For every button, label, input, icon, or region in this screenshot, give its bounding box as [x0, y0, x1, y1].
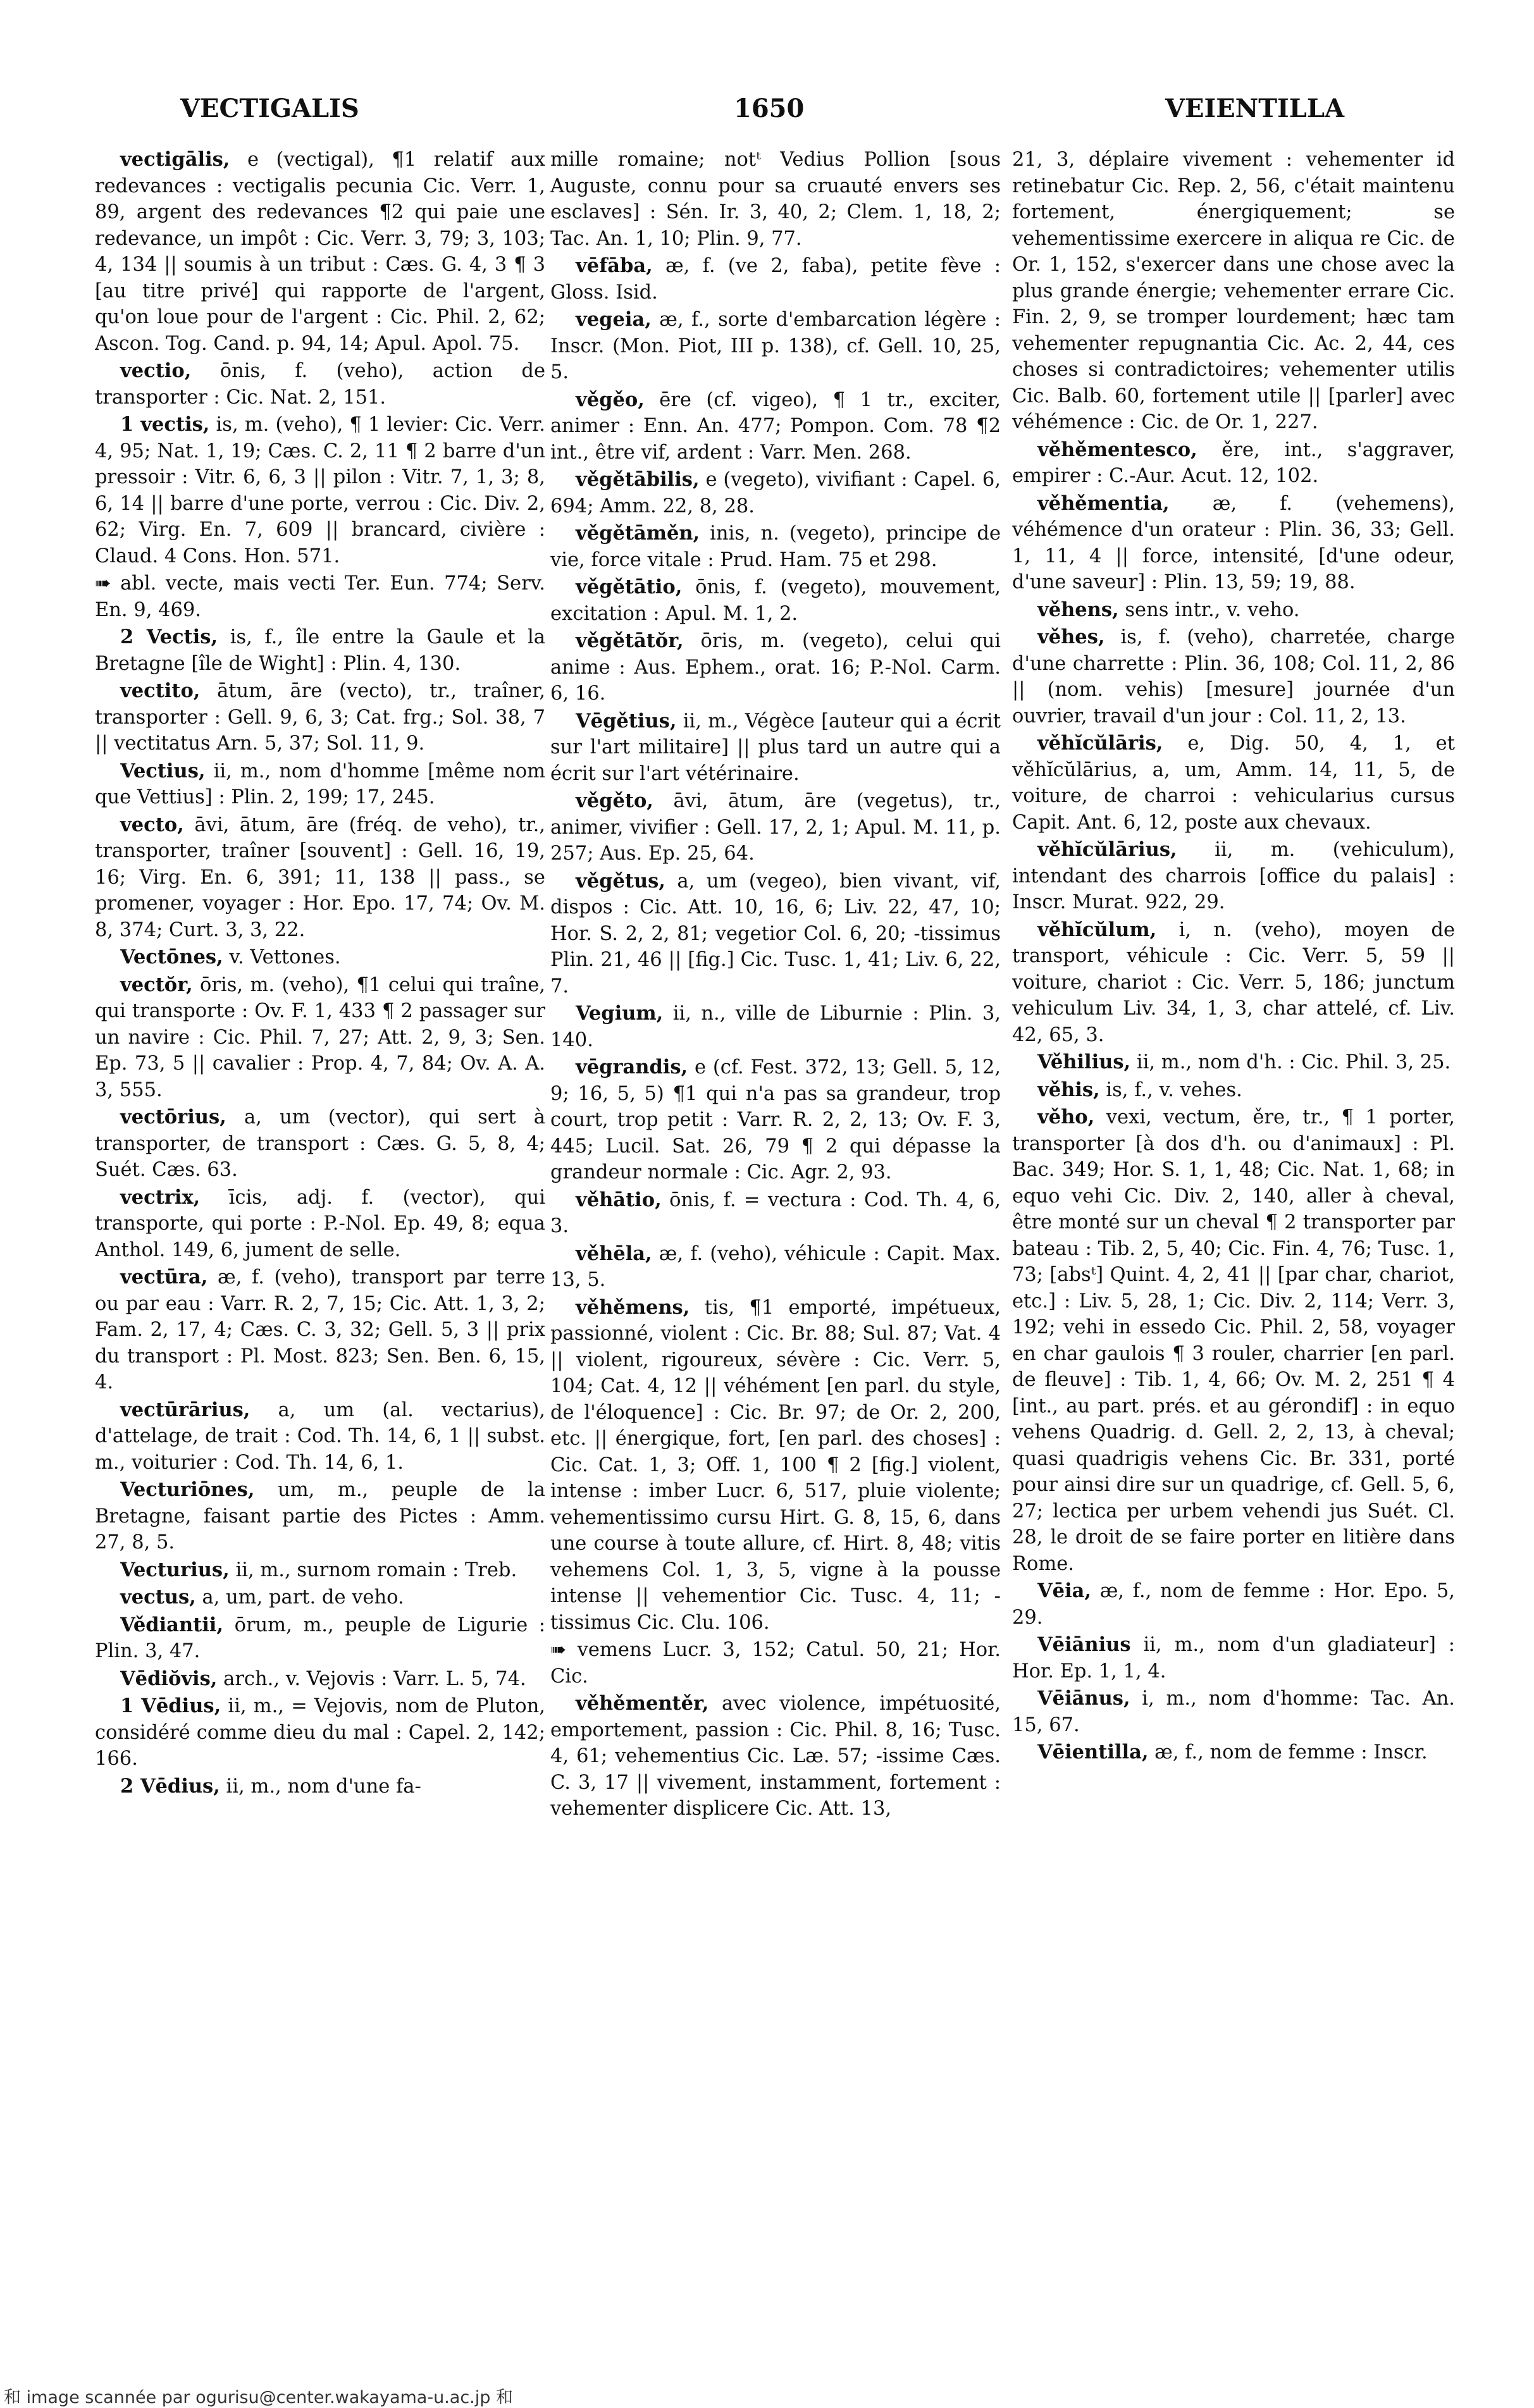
dictionary-entry	[95, 1774, 545, 1800]
entry-definition: ➠ vemens Lucr. 3, 152; Catul. 50, 21; Hor. Cic.	[550, 1639, 1001, 1688]
entry-headword: Vectōnes,	[120, 946, 223, 968]
entry-definition: a, um, part. de veho.	[202, 1586, 404, 1608]
entry-definition: ōnis, f. (veho), action de transporter : Cic. Nat. 2, 151.	[95, 360, 545, 409]
entry-headword: věhěmens,	[576, 1295, 690, 1319]
dictionary-entry	[550, 1187, 1001, 1240]
entry-definition: ii, m., surnom romain : Treb.	[235, 1559, 517, 1581]
entry-headword: věhĭcŭlāris,	[1037, 732, 1163, 755]
entry-headword: Vēiānius	[1037, 1633, 1131, 1656]
dictionary-entry	[95, 358, 545, 411]
entry-headword: Vectius,	[120, 759, 206, 782]
entry-definition: æ, f., nom de femme : Inscr.	[1154, 1741, 1428, 1763]
entry-headword: vectrix,	[120, 1185, 201, 1209]
entry-definition: is, f. (veho), charretée, charge d'une charrette : Plin. 36, 108; Col. 11, 2, 86 || (nom. vehis) [mesure] journée d'un ouvrier, travail d'un jour : Col. 11, 2, 13.	[1012, 626, 1455, 727]
dictionary-entry	[1012, 1632, 1455, 1684]
entry-headword: věhātio,	[576, 1188, 662, 1211]
dictionary-entry	[550, 788, 1001, 867]
entry-definition: e (vectigal), ¶1 relatif aux redevances : vectigalis pecunia Cic. Verr. 1, 89, argent des redevances ¶2 qui paie une redevance, un impôt : Cic. Verr. 3, 79; 3, 103; 4, 134 || soumis à un tribut : Cæs. G. 4, 3 ¶ 3 [au titre privé] qui rapporte de l'argent, qu'on loue pour de l'argent : Cic. Phil. 2, 62; Ascon. Tog. Cand. p. 94, 14; Apul. Apol. 75.	[95, 149, 545, 355]
dictionary-entry	[1012, 1077, 1455, 1104]
entry-headword: Vecturiōnes,	[120, 1478, 255, 1501]
entry-definition: a, um (vector), qui sert à transporter, de transport : Cæs. G. 5, 8, 4; Suét. Cæs. 63.	[95, 1106, 545, 1181]
dictionary-entry	[95, 758, 545, 811]
dictionary-entry	[1012, 491, 1455, 596]
dictionary-entry	[550, 1691, 1001, 1822]
dictionary-entry	[95, 944, 545, 971]
dictionary-entry	[1012, 1578, 1455, 1631]
dictionary-entry	[95, 1666, 545, 1693]
entry-headword: věgětātŏr,	[576, 629, 684, 652]
entry-headword: věho,	[1037, 1106, 1095, 1128]
entry-definition: a, um (al. vectarius), d'attelage, de trait : Cod. Th. 14, 6, 1 || subst. m., voiturier : Cod. Th. 14, 6, 1.	[95, 1398, 545, 1474]
entry-definition: ii, m., Végèce [auteur qui a écrit sur l'art militaire] || plus tard un autre qui a écrit sur l'art vétérinaire.	[550, 710, 1001, 785]
entry-headword: věhes,	[1037, 626, 1105, 648]
entry-definition: ii, m., nom d'homme [même nom que Vettius] : Plin. 2, 199; 17, 245.	[95, 760, 545, 808]
entry-definition: æ, f., nom de femme : Hor. Epo. 5, 29.	[1012, 1580, 1455, 1629]
dictionary-entry	[550, 574, 1001, 627]
entry-definition: mille romaine; notᵗ Vedius Pollion [sous Auguste, connu pour sa cruauté envers ses esclaves] : Sén. Ir. 3, 40, 2; Clem. 1, 18, 2; Tac. An. 1, 10; Plin. 9, 77.	[550, 149, 1001, 250]
entry-definition: tis, ¶1 emporté, impétueux, passionné, violent : Cic. Br. 88; Sul. 87; Vat. 4 || violent, rigoureux, sévère : Cic. Verr. 5, 104; Cat. 4, 12 || véhément [en parl. du style, de l'éloquence] : Cic. Br. 97; de Or. 2, 200, etc. || énergique, fort, [en parl. des choses] : Cic. Cat. 1, 3; Off. 1, 100 ¶ 2 [fig.] violent, intense : imber Lucr. 6, 517, pluie violente; vehementissimo cursu Hirt. G. 8, 15, 6, dans une course à toute allure, cf. Hirt. 8, 48; vitis vehemens Col. 1, 3, 5, vigne à la pousse intense || vehementior Cic. Tusc. 4, 11; -tissimus Cic. Clu. 106.	[550, 1296, 1001, 1634]
entry-definition: ➠ abl. vecte, mais vecti Ter. Eun. 774; Serv. En. 9, 469.	[95, 572, 545, 621]
entry-headword: věhĭcŭlārius,	[1037, 838, 1177, 861]
dictionary-entry	[550, 1295, 1001, 1636]
page-header	[0, 94, 1534, 132]
entry-headword: vēgrandis,	[576, 1056, 688, 1078]
entry-definition: e (cf. Fest. 372, 13; Gell. 5, 12, 9; 16, 5, 5) ¶1 qui n'a pas sa grandeur, trop court, trop petit : Varr. R. 2, 2, 13; Ov. F. 3, 445; Lucil. Sat. 26, 79 ¶ 2 qui dépasse la grandeur normale : Cic. Agr. 2, 93.	[550, 1056, 1001, 1183]
dictionary-entry	[95, 1185, 545, 1264]
entry-definition: æ, f. (veho), véhicule : Capit. Max. 13, 5.	[550, 1242, 1001, 1291]
entry-headword: vectus,	[120, 1586, 196, 1608]
entry-definition: vexi, vectum, ěre, tr., ¶ 1 porter, transporter [à dos d'h. ou d'animaux] : Pl. Bac. 349; Hor. S. 1, 1, 48; Cic. Nat. 1, 68; in equo vehi Cic. Div. 2, 140, aller à cheval, être monté sur un cheval ¶ 2 transporter par bateau : Tib. 2, 5, 40; Cic. Fin. 4, 76; Tusc. 1, 73; [absᵗ] Quint. 4, 2, 41 || [par char, chariot, etc.] : Liv. 5, 28, 1; Cic. Div. 2, 114; Verr. 3, 192; vehi in essedo Cic. Phil. 2, 58, voyager en char gaulois ¶ 3 rouler, charrier [en parl. de fleuve] : Tib. 1, 4, 66; Ov. M. 2, 251 ¶ 4 [int., au part. prés. et au gérondif] : in equo vehens Quadrig. d. Gell. 2, 2, 13, à cheval; quasi quadrigis vehens Cic. Br. 331, porté pour ainsi dire sur un quadrige, cf. Gell. 5, 6, 27; lectica per urbem vehendi jus Suét. Cl. 28, le droit de se faire porter en litière dans Rome.	[1012, 1106, 1455, 1575]
entry-definition: i, m., nom d'homme: Tac. An. 15, 67.	[1012, 1688, 1455, 1736]
entry-headword: věhěmentesco,	[1037, 438, 1197, 461]
dictionary-entry	[550, 628, 1001, 707]
entry-headword: věhis,	[1037, 1078, 1100, 1101]
entry-definition: æ, f., sorte d'embarcation légère : Inscr. (Mon. Piot, III p. 138), cf. Gell. 10, 25, 5.	[550, 309, 1001, 383]
dictionary-entry	[550, 1001, 1001, 1053]
entry-headword: vectōrius,	[120, 1106, 226, 1128]
dictionary-entry	[95, 624, 545, 677]
entry-definition: inis, n. (vegeto), principe de vie, force vitale : Prud. Ham. 75 et 298.	[550, 522, 1001, 571]
entry-headword: Vēgětius,	[576, 709, 677, 732]
entry-headword: věgěto,	[576, 789, 653, 812]
entry-headword: vectŏr,	[120, 973, 193, 996]
dictionary-entry	[550, 708, 1001, 787]
dictionary-entry	[1012, 437, 1455, 490]
entry-definition: ii, m., nom d'un gladiateur] : Hor. Ep. 1, 1, 4.	[1012, 1634, 1455, 1683]
entry-headword: 1 vectis,	[120, 413, 210, 436]
entry-headword: Vecturius,	[120, 1558, 230, 1581]
entry-definition: e, Dig. 50, 4, 1, et věhĭcŭlārius, a, um, Amm. 14, 11, 5, de voiture, de charroi : vehicularius cursus Capit. Ant. 6, 12, poste aux chevaux.	[1012, 732, 1455, 834]
entry-headword: věhěmentěr,	[576, 1692, 709, 1715]
entry-definition: āvi, ātum, āre (vegetus), tr., animer, vivifier : Gell. 17, 2, 1; Apul. M. 11, p. 257; Aus. Ep. 25, 64.	[550, 790, 1001, 865]
entry-definition: ōnis, f. = vectura : Cod. Th. 4, 6, 3.	[550, 1189, 1001, 1237]
dictionary-entry	[1012, 624, 1455, 729]
entry-definition: a, um (vegeo), bien vivant, vif, dispos : Cic. Att. 10, 16, 6; Liv. 22, 47, 10; Hor. S. 2, 2, 81; vegetior Col. 6, 20; -tissimus Plin. 21, 46 || [fig.] Cic. Tusc. 1, 41; Liv. 6, 22, 7.	[550, 870, 1001, 997]
entry-headword: vectūra,	[120, 1266, 208, 1288]
entry-definition: ōrum, m., peuple de Ligurie : Plin. 3, 47.	[95, 1614, 545, 1662]
dictionary-entry	[550, 1241, 1001, 1294]
entry-headword: věhěmentia,	[1037, 491, 1170, 515]
entry-headword: Vēia,	[1037, 1579, 1092, 1602]
entry-headword: 2 Vectis,	[120, 626, 218, 648]
dictionary-entry	[1012, 917, 1455, 1049]
entry-headword: vectigālis,	[120, 148, 230, 171]
entry-headword: 1 Vēdius,	[120, 1695, 221, 1717]
entry-definition: avec violence, impétuosité, emportement, passion : Cic. Phil. 8, 16; Tusc. 4, 61; vehementius Cic. Læ. 57; -issime Cæs. C. 3, 17 || vivement, instamment, fortement : vehementer displicere Cic. Att. 13,	[550, 1693, 1001, 1820]
entry-definition: e (vegeto), vivifiant : Capel. 6, 694; Amm. 22, 8, 28.	[550, 469, 1001, 517]
entry-definition: āvi, ātum, āre (fréq. de veho), tr., transporter, traîner [souvent] : Gell. 16, 19, 16; Virg. En. 6, 391; 11, 138 || pass., se promener, voyager : Hor. Epo. 17, 74; Ov. M. 8, 374; Curt. 3, 3, 22.	[95, 813, 545, 941]
dictionary-entry	[550, 1637, 1001, 1689]
entry-headword: věhēla,	[576, 1242, 652, 1265]
column-1	[95, 147, 545, 2323]
entry-definition: ōris, m. (vegeto), celui qui anime : Aus. Ephem., orat. 16; P.-Nol. Carm. 6, 16.	[550, 630, 1001, 705]
entry-headword: vectio,	[120, 359, 192, 382]
entry-definition: 21, 3, déplaire vivement : vehementer id retinebatur Cic. Rep. 2, 56, c'était maintenu fortement, énergiquement; se vehementissime exercere in aliqua re Cic. de Or. 1, 152, s'exercer dans une chose avec la plus grande énergie; vehementer errare Cic. Fin. 2, 9, se tromper lourdement; hæc tam vehementer repugnantia Cic. Ac. 2, 44, ces choses si contradictoires; vehementer utilis Cic. Balb. 60, fortement utile || [parler] avec véhémence : Cic. de Or. 1, 227.	[1012, 149, 1455, 433]
entry-headword: vectūrārius,	[120, 1398, 251, 1421]
dictionary-entry	[1012, 1049, 1455, 1076]
entry-headword: věgětus,	[576, 869, 665, 892]
entry-headword: 2 Vēdius,	[120, 1774, 220, 1798]
dictionary-entry	[550, 868, 1001, 1000]
entry-definition: īcis, adj. f. (vector), qui transporte, qui porte : P.-Nol. Ep. 49, 8; equa Anthol. 149, 6, jument de selle.	[95, 1186, 545, 1261]
entry-headword: vecto,	[120, 813, 184, 836]
entry-definition: ii, m., = Vejovis, nom de Pluton, considéré comme dieu du mal : Capel. 2, 142; 166.	[95, 1695, 545, 1770]
dictionary-entry	[95, 678, 545, 757]
dictionary-entry	[550, 387, 1001, 466]
entry-definition: sens intr., v. veho.	[1125, 598, 1300, 621]
entry-headword: Věhilius,	[1037, 1051, 1131, 1073]
dictionary-entry	[550, 307, 1001, 386]
entry-headword: věhens,	[1037, 598, 1119, 621]
entry-headword: Vēiānus,	[1037, 1687, 1130, 1710]
dictionary-entry	[95, 1104, 545, 1183]
entry-definition: ii, n., ville de Liburnie : Plin. 3, 140.	[550, 1003, 1001, 1051]
entry-definition: ěre, int., s'aggraver, empirer : C.-Aur. Acut. 12, 102.	[1012, 438, 1455, 487]
entry-headword: věhĭcŭlum,	[1037, 918, 1157, 941]
dictionary-entry	[1012, 731, 1455, 836]
entry-headword: vēfāba,	[576, 254, 653, 277]
dictionary-entry	[95, 147, 545, 357]
dictionary-entry	[1012, 1739, 1455, 1766]
dictionary-entry	[95, 1693, 545, 1772]
entry-headword: věgětātio,	[576, 576, 683, 598]
entry-definition: ii, m. (vehiculum), intendant des charrois [office du palais] : Inscr. Murat. 922, 29.	[1012, 839, 1455, 913]
entry-definition: æ, f. (veho), transport par terre ou par eau : Varr. R. 2, 7, 15; Cic. Att. 1, 3, 2; Fam. 2, 17, 4; Cæs. C. 3, 32; Gell. 5, 3 || prix du transport : Pl. Most. 823; Sen. Ben. 6, 15, 4.	[95, 1266, 545, 1393]
entry-definition: is, m. (veho), ¶ 1 levier: Cic. Verr. 4, 95; Nat. 1, 19; Cæs. C. 2, 11 ¶ 2 barre d'un pressoir : Vitr. 6, 6, 3 || pilon : Vitr. 7, 1, 3; 8, 6, 14 || barre d'une porte, verrou : Cic. Div. 2, 62; Virg. En. 7, 609 || brancard, civière : Claud. 4 Cons. Hon. 571.	[95, 414, 545, 567]
entry-definition: æ, f. (vehemens), véhémence d'un orateur : Plin. 36, 33; Gell. 1, 11, 4 || force, intensité, [d'une odeur, d'une saveur] : Plin. 13, 59; 19, 88.	[1012, 492, 1455, 593]
entry-headword: vegeia,	[576, 308, 652, 331]
entry-definition: ēre (cf. vigeo), ¶ 1 tr., exciter, animer : Enn. An. 477; Pompon. Com. 78 ¶2 int., être vif, ardent : Varr. Men. 268.	[550, 388, 1001, 464]
entry-headword: Vegium,	[576, 1002, 664, 1025]
scan-credit-text: 和 image scannée par ogurisu@center.wakayama-u.ac.jp 和	[4, 2388, 513, 2407]
entry-definition: i, n. (veho), moyen de transport, véhicule : Cic. Verr. 5, 59 || voiture, chariot : Cic. Verr. 5, 186; junctum vehiculum Liv. 34, 1, 3, char attelé, cf. Liv. 42, 65, 3.	[1012, 918, 1455, 1046]
dictionary-entry	[95, 1612, 545, 1665]
dictionary-entry	[1012, 147, 1455, 436]
column-3	[1012, 147, 1455, 2323]
header-left-headword: VECTIGALIS	[180, 94, 359, 123]
dictionary-entry	[1012, 597, 1455, 624]
dictionary-entry	[1012, 837, 1455, 916]
entry-definition: is, f., île entre la Gaule et la Bretagne [île de Wight] : Plin. 4, 130.	[95, 626, 545, 675]
entry-definition: ōnis, f. (vegeto), mouvement, excitation : Apul. M. 1, 2.	[550, 576, 1001, 625]
entry-headword: vectito,	[120, 679, 201, 702]
column-2	[550, 147, 1001, 2323]
entry-headword: Vēdiŏvis,	[120, 1667, 218, 1690]
dictionary-entry	[95, 1477, 545, 1556]
entry-definition: v. Vettones.	[229, 946, 341, 968]
dictionary-entry	[550, 1054, 1001, 1186]
dictionary-entry	[95, 1584, 545, 1611]
dictionary-entry	[550, 253, 1001, 306]
dictionary-entry	[1012, 1104, 1455, 1577]
dictionary-entry	[95, 412, 545, 569]
entry-definition: is, f., v. vehes.	[1106, 1078, 1242, 1101]
entry-definition: ātum, āre (vecto), tr., traîner, transporter : Gell. 9, 6, 3; Cat. frg.; Sol. 38, 7 || vectitatus Arn. 5, 37; Sol. 11, 9.	[95, 680, 545, 755]
dictionary-entry	[1012, 1686, 1455, 1738]
entry-headword: věgětāměn,	[576, 522, 700, 545]
dictionary-entry	[95, 1397, 545, 1476]
entry-definition: um, m., peuple de la Bretagne, faisant partie des Pictes : Amm. 27, 8, 5.	[95, 1479, 545, 1553]
dictionary-entry	[95, 571, 545, 623]
entry-definition: ōris, m. (veho), ¶1 celui qui traîne, qui transporte : Ov. F. 1, 433 ¶ 2 passager sur un navire : Cic. Phil. 7, 27; Att. 2, 9, 3; Sen. Ep. 73, 5 || cavalier : Prop. 4, 7, 84; Ov. A. A. 3, 555.	[95, 973, 545, 1101]
entry-headword: věgětābilis,	[576, 468, 700, 491]
dictionary-entry	[550, 521, 1001, 573]
entry-headword: Vēientilla,	[1037, 1741, 1149, 1763]
entry-definition: ii, m., nom d'h. : Cic. Phil. 3, 25.	[1136, 1051, 1451, 1073]
dictionary-entry	[95, 1557, 545, 1584]
entry-definition: ii, m., nom d'une fa-	[226, 1775, 421, 1798]
dictionary-entry	[550, 147, 1001, 252]
page-number: 1650	[734, 94, 805, 123]
dictionary-entry	[95, 1264, 545, 1396]
entry-definition: æ, f. (ve 2, faba), petite fève : Gloss. Isid.	[550, 255, 1001, 304]
header-right-headword: VEIENTILLA	[1165, 94, 1344, 123]
dictionary-entry	[95, 812, 545, 944]
entry-headword: Vědiantii,	[120, 1613, 223, 1636]
dictionary-entry	[550, 467, 1001, 519]
entry-headword: věgěo,	[576, 388, 645, 411]
dictionary-entry	[95, 972, 545, 1104]
entry-definition: arch., v. Vejovis : Varr. L. 5, 74.	[223, 1667, 526, 1690]
